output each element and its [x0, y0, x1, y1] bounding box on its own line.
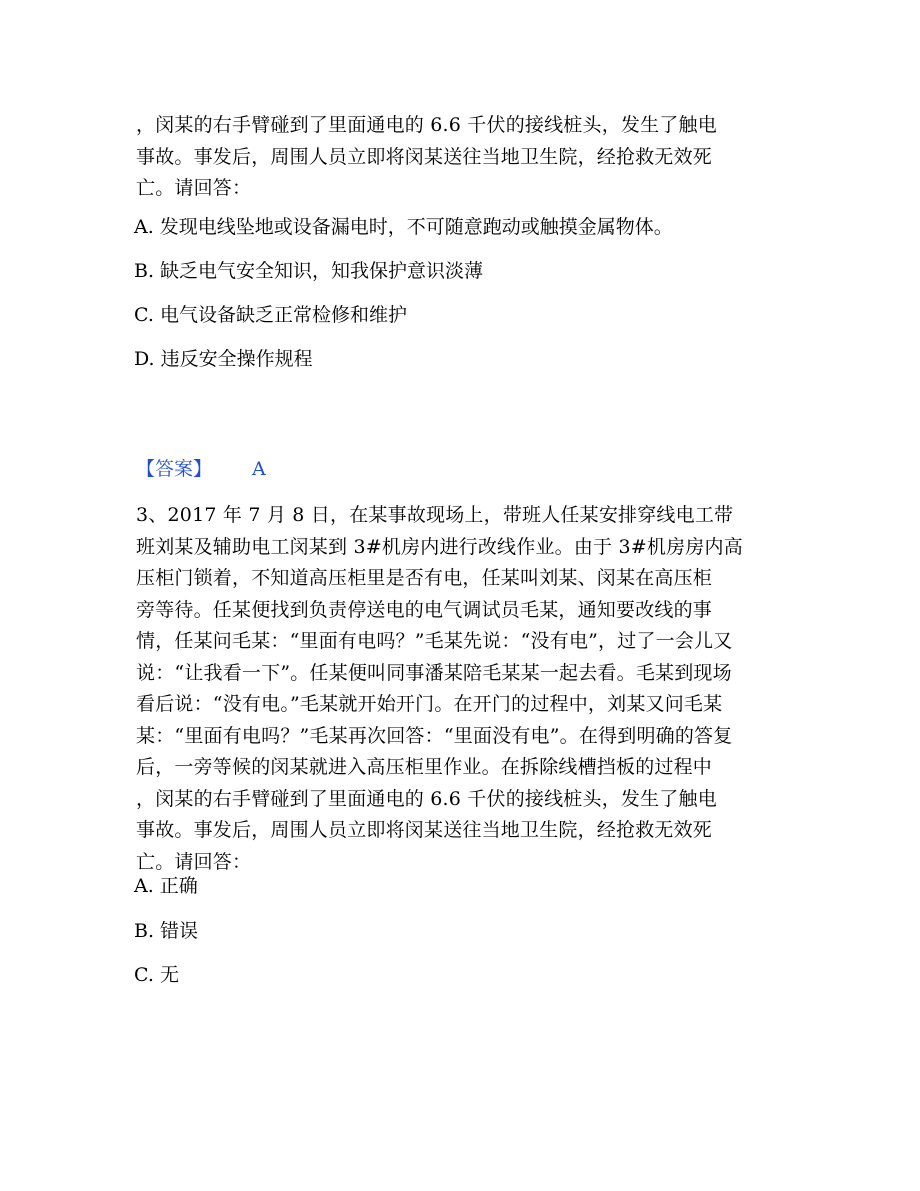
- answer-value: A: [252, 458, 266, 480]
- question-3-option-b: B. 错误: [134, 920, 199, 942]
- stem-line: 亡。请回答：: [136, 177, 252, 199]
- question-2-option-c: C. 电气设备缺乏正常检修和维护: [134, 304, 407, 326]
- stem-line: 说：“让我看一下”。任某便叫同事潘某陪毛某某一起去看。毛某到现场: [136, 661, 732, 684]
- stem-line: 某：“里面有电吗？”毛某再次回答：“里面没有电”。在得到明确的答复: [136, 724, 733, 747]
- stem-line: 事故。事发后，周围人员立即将闵某送往当地卫生院，经抢救无效死: [136, 819, 713, 841]
- stem-line: ，闵某的右手臂碰到了里面通电的 6.6 千伏的接线桩头，发生了触电: [136, 787, 717, 810]
- stem-line: 旁等待。任某便找到负责停送电的电气调试员毛某，通知要改线的事: [136, 598, 713, 621]
- question-2-option-b: B. 缺乏电气安全知识，知我保护意识淡薄: [134, 260, 484, 282]
- question-3-option-c: C. 无: [134, 964, 179, 986]
- question-2-option-d: D. 违反安全操作规程: [134, 348, 313, 370]
- question-2-option-a: A. 发现电线坠地或设备漏电时，不可随意跑动或触摸金属物体。: [134, 216, 673, 238]
- stem-line: 事故。事发后，周围人员立即将闵某送往当地卫生院，经抢救无效死: [136, 145, 713, 168]
- stem-line: 压柜门锁着，不知道高压柜里是否有电，任某叫刘某、闵某在高压柜: [136, 567, 713, 589]
- question-3-stem: [136, 500, 786, 878]
- answer-line: [136, 457, 266, 481]
- question-3-option-a: A. 正确: [134, 875, 198, 897]
- stem-line: ，闵某的右手臂碰到了里面通电的 6.6 千伏的接线桩头，发生了触电: [136, 114, 717, 136]
- stem-line: 看后说：“没有电。”毛某就开始开门。在开门的过程中，刘某又问毛某: [136, 693, 723, 715]
- answer-label: 【答案】: [136, 458, 213, 480]
- stem-line: 3、2017 年 7 月 8 日，在某事故现场上，带班人任某安排穿线电工带: [136, 504, 734, 526]
- stem-line: 后，一旁等候的闵某就进入高压柜里作业。在拆除线槽挡板的过程中: [136, 756, 713, 778]
- stem-line: 班刘某及辅助电工闵某到 3#机房内进行改线作业。由于 3#机房房内高: [136, 535, 743, 558]
- stem-line: 亡。请回答：: [136, 850, 252, 873]
- stem-line: 情，任某问毛某：“里面有电吗？”毛某先说：“没有电”，过了一会儿又: [136, 630, 733, 652]
- question-2-stem: [136, 110, 786, 205]
